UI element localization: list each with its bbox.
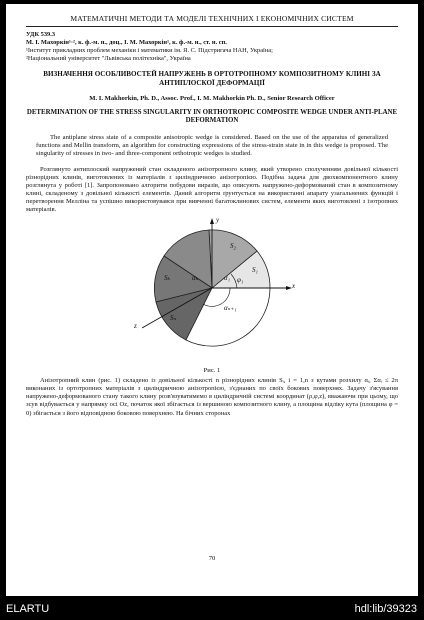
- affiliation-2: ²Національний університет "Львівська політехніка", Україна: [26, 55, 191, 63]
- title-english: DETERMINATION OF THE STRESS SINGULARITY IN ORTHOTROPIC COMPOSITE WEDGE UNDER ANTI-PLANE DEFORMATION: [26, 108, 398, 125]
- udc-code: УДК 539.3: [26, 31, 56, 38]
- label-z: z: [134, 322, 137, 331]
- repository-name: ELARTU: [6, 603, 50, 615]
- abstract-english: The antiplane stress state of a composite anisotropic wedge is considered. Based on the use of the apparatus of generalized functions and Mellin transform, an algorithm for constructing expressions of the stress-strain state in in this wedge is proposed. The singularity of stresses in two- and three-component orthotropic wedges is studied.: [36, 133, 388, 158]
- label-phi1: φ₁: [237, 276, 244, 285]
- figure-caption: Рис. 1: [203, 367, 221, 375]
- journal-header: МАТЕМАТИЧНІ МЕТОДИ ТА МОДЕЛІ ТЕХНІЧНИХ І ЕКОНОМІЧНИХ СИСТЕМ: [70, 14, 354, 23]
- wedge-figure: [112, 218, 312, 366]
- label-alpha-n1: αₙ₊₁: [224, 304, 237, 313]
- title-ukrainian: ВИЗНАЧЕННЯ ОСОБЛИВОСТЕЙ НАПРУЖЕНЬ В ОРТОТРОПНОМУ КОМПОЗИТНОМУ КЛИНІ ЗА АНТИПЛОСКОЇ ДЕФОРМАЦІЇ: [43, 70, 381, 87]
- label-sk: Sₖ: [164, 274, 171, 283]
- page-number: 70: [208, 555, 216, 562]
- header-divider: [26, 26, 398, 27]
- authors-uk: М. І. Махоркін¹·², к. ф.-м. н., доц., І. М. Махоркін¹, к. ф.-м. н., ст. н. сп.: [26, 39, 227, 47]
- label-x: x: [292, 282, 296, 291]
- wedge-diagram: [112, 218, 312, 366]
- label-s1: S₁: [252, 266, 258, 275]
- affiliation-1: ¹Інститут прикладних проблем механіки і математики ім. Я. С. Підстригача НАН, Україна;: [26, 47, 273, 55]
- paragraph-main: Анізотропний клин (рис. 1) складено із довільної кількості n різнорідних клинів Sᵢ, i = 1,n з кутами розхилу αᵢ, Σαᵢ ≤ 2π виконаних із ортотропних матеріалів з циліндричною анізотропією, з'єднаних по своїх бокових поверхнях. Задачу з'ясування напружено-деформованого стану такого клину розв'язуватимемо в циліндричній системі координат (ρ,φ,z), вважаючи при цьому, що зсув відбувається у напрямку осі Oz, початок якої збігається із вершиною композитного клину, а площина відліку кута (площина φ = 0) збігається з його відповідною боковою поверхнею. На бічних сторонах: [26, 377, 398, 417]
- label-s2: S₂: [230, 242, 236, 251]
- label-alpha1: α₁: [224, 274, 231, 283]
- document-page: [6, 4, 418, 596]
- paragraph-intro: Розглянуто антиплоский напружений стан складеного анізотропного клину, який утворено сполученням довільної кількості різнорідних клинів, виготовлених із матеріалів з циліндричною анізотропією. Подібна задача для двохкомпонентного клину розглянута у роботі [1]. Запропоновано алгоритм побудови виразів, що описують напружено-деформований стан в композитному клині, складеному з довільної кількості елементів. Даний алгоритм ґрунтується на використанні апарату узагальнених функцій і перетворення Мелліна та успішно використовувався при вивченні багатоклинових систем, елементи яких виготовлені з ізотропних матеріалів.: [26, 165, 398, 214]
- label-sn: Sₙ: [170, 314, 177, 323]
- label-y: y: [216, 216, 220, 225]
- authors-english: M. I. Makhorkin, Ph. D., Assoc. Prof., I. M. Makhorkin Ph. D., Senior Research Officer: [89, 94, 335, 102]
- article-meta: [26, 31, 398, 63]
- repository-footer: [0, 600, 424, 620]
- handle-id: hdl:lib/39323: [354, 603, 417, 615]
- label-alphak: αₖ: [192, 274, 199, 283]
